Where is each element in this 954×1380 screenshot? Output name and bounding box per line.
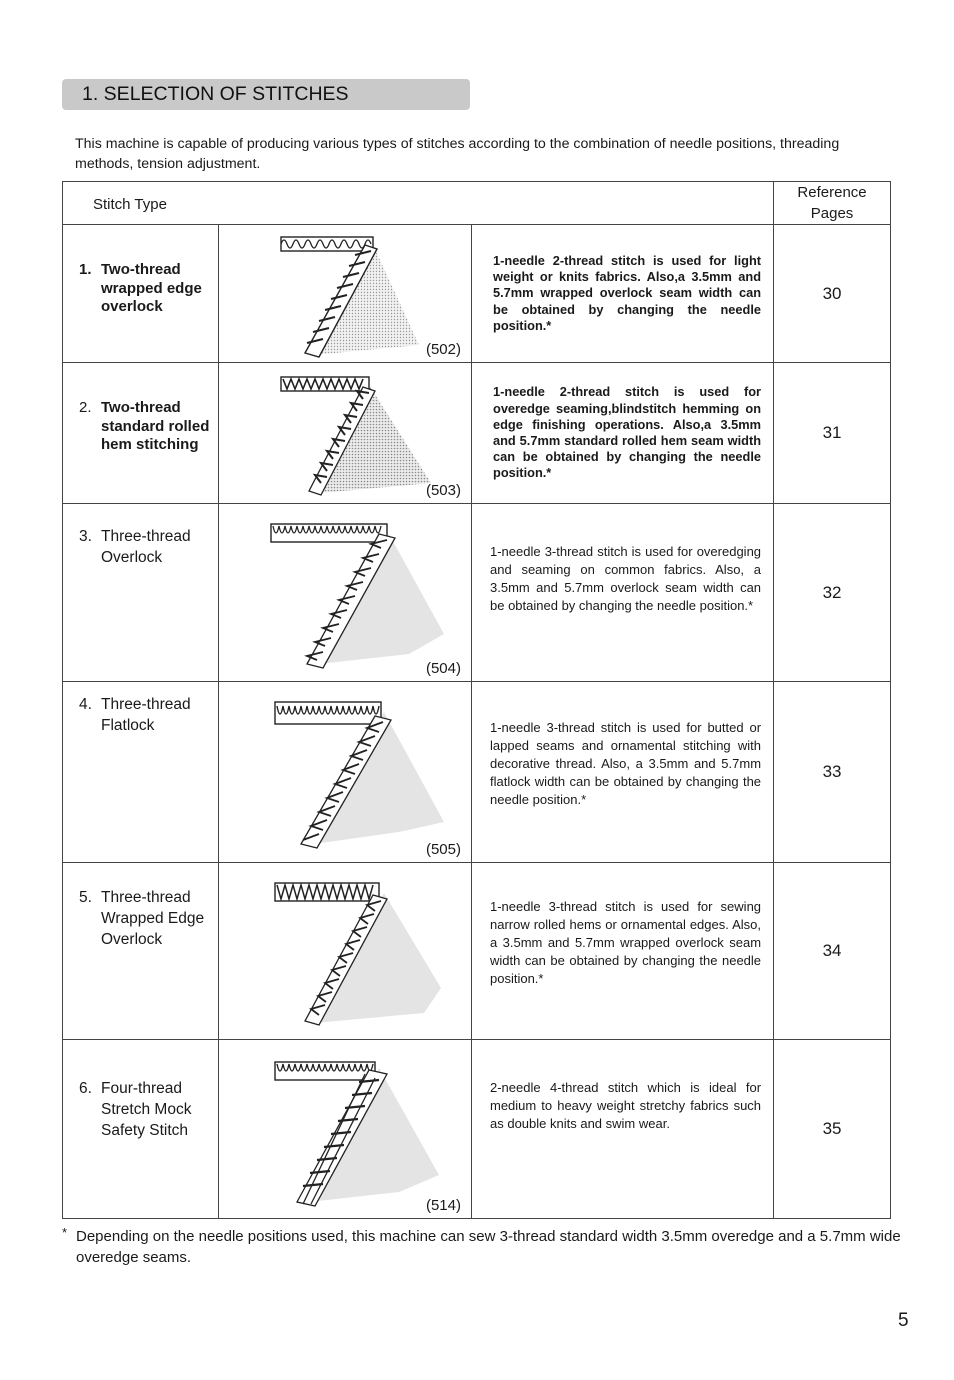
stitch-illustration-cell (219, 1040, 472, 1219)
stitch-name-cell (63, 682, 219, 863)
reference-page: 35 (774, 1040, 891, 1219)
stitch-name (79, 887, 218, 950)
stitch-description-cell (472, 504, 774, 682)
stitch-number: 4. (79, 696, 92, 713)
table-row (63, 863, 891, 1040)
stitch-number: 5. (79, 889, 92, 906)
stitch-name-line: Wrapped Edge (101, 910, 205, 927)
stitch-name (79, 694, 218, 736)
section-title: 1. SELECTION OF STITCHES (62, 79, 470, 110)
header-stitch-type: Stitch Type (63, 182, 774, 225)
stitch-code: (504) (425, 660, 461, 677)
stitch-illustration (219, 863, 472, 1039)
stitch-name-line: Four-thread (101, 1080, 182, 1097)
page-number: 5 (898, 1310, 909, 1331)
stitch-description-cell (472, 225, 774, 363)
reference-page: 33 (774, 682, 891, 863)
stitch-number: 6. (79, 1080, 92, 1097)
stitch-illustration-cell (219, 225, 472, 363)
reference-page: 31 (774, 363, 891, 504)
stitch-name (79, 526, 218, 568)
reference-page: 32 (774, 504, 891, 682)
stitch-name-line: Overlock (101, 549, 163, 566)
table-row (63, 504, 891, 682)
stitch-name-line: Two-thread (101, 399, 181, 416)
header-reference-line1: Reference (797, 184, 867, 201)
table-header-row (63, 182, 891, 225)
stitch-illustration-cell (219, 363, 472, 504)
stitch-description: 1-needle 3-thread stitch is used for butted or lapped seams and ornamental stitching with decorative thread. Also, a 3.5mm and 5.7mm flatlock width can be obtained by changing the needle position.* (490, 720, 762, 807)
table-row (63, 225, 891, 363)
stitch-description: 1-needle 3-thread stitch is used for sewing narrow rolled hems or ornamental edges. Also, a 3.5mm and 5.7mm wrapped overlock seam width can be obtained by changing the needle position.* (490, 899, 762, 986)
stitch-name-cell (63, 363, 219, 504)
stitch-illustration-cell (219, 863, 472, 1040)
stitch-code: (505) (425, 841, 461, 858)
stitch-illustration-cell (219, 682, 472, 863)
stitch-description: 2-needle 4-thread stitch which is ideal for medium to heavy weight stretchy fabrics such as double knits and swim wear. (490, 1080, 762, 1131)
stitch-description-cell (472, 363, 774, 504)
stitch-table (62, 181, 891, 1219)
stitch-name-line: Overlock (101, 931, 163, 948)
stitch-name-line: Three-thread (101, 889, 191, 906)
stitch-illustration (219, 504, 472, 681)
header-reference-line2: Pages (810, 205, 854, 222)
stitch-name-cell (63, 863, 219, 1040)
stitch-illustration-cell (219, 504, 472, 682)
reference-page: 30 (774, 225, 891, 363)
reference-page: 34 (774, 863, 891, 1040)
stitch-code: (502) (425, 341, 461, 358)
stitch-number: 3. (79, 528, 92, 545)
stitch-illustration (219, 1040, 472, 1218)
stitch-name-cell (63, 504, 219, 682)
footnote-text: Depending on the needle positions used, this machine can sew 3-thread standard width 3.5mm overedge and a 5.7mm wide overedge seams. (76, 1228, 901, 1266)
stitch-name-line: Three-thread (101, 528, 191, 545)
stitch-name-cell (63, 1040, 219, 1219)
stitch-code: (514) (425, 1197, 461, 1214)
table-row (63, 1040, 891, 1219)
stitch-code: (503) (425, 482, 461, 499)
footnote (62, 1226, 902, 1268)
stitch-description: 1-needle 2-thread stitch is used for light weight or knits fabrics. Also,a 3.5mm and 5.7mm wrapped overlock seam width can be obtained by changing the needle position.* (493, 252, 762, 333)
stitch-name-line: Three-thread (101, 696, 191, 713)
stitch-name-line: standard rolled (101, 417, 210, 435)
stitch-name-line: Stretch Mock (101, 1101, 192, 1118)
stitch-number: 1. (79, 261, 92, 278)
stitch-name-line: Flatlock (101, 717, 155, 734)
stitch-number: 2. (79, 399, 92, 416)
intro-text: This machine is capable of producing various types of stitches according to the combination of needle positions, threading methods, tension adjustment. (75, 136, 840, 172)
stitch-description-cell (472, 863, 774, 1040)
stitch-name-line: hem stitching (101, 436, 199, 453)
stitch-description: 1-needle 3-thread stitch is used for overedging and seaming on common fabrics. Also, a 3.5mm and 5.7mm overlock seam width can be obtained by changing the needle position.* (490, 543, 762, 613)
header-reference-pages (774, 182, 891, 225)
stitch-name (79, 261, 218, 317)
stitch-description-cell (472, 1040, 774, 1219)
stitch-description: 1-needle 2-thread stitch is used for overedge seaming,blindstitch hemming on edge finishing operations. Also,a 3.5mm and 5.7mm standard rolled hem seam width can be obtained by changing the needle position.* (493, 384, 762, 481)
table-row (63, 682, 891, 863)
stitch-name-line: overlock (101, 298, 163, 315)
stitch-description-cell (472, 682, 774, 863)
stitch-name-line: wrapped edge (101, 279, 202, 297)
stitch-name (79, 1078, 218, 1141)
stitch-name-line: Safety Stitch (101, 1122, 189, 1139)
stitch-name-cell (63, 225, 219, 363)
stitch-name (79, 399, 218, 455)
stitch-name-line: Two-thread (101, 261, 181, 278)
table-row (63, 363, 891, 504)
stitch-illustration (219, 682, 472, 862)
footnote-marker: * (62, 1225, 68, 1240)
